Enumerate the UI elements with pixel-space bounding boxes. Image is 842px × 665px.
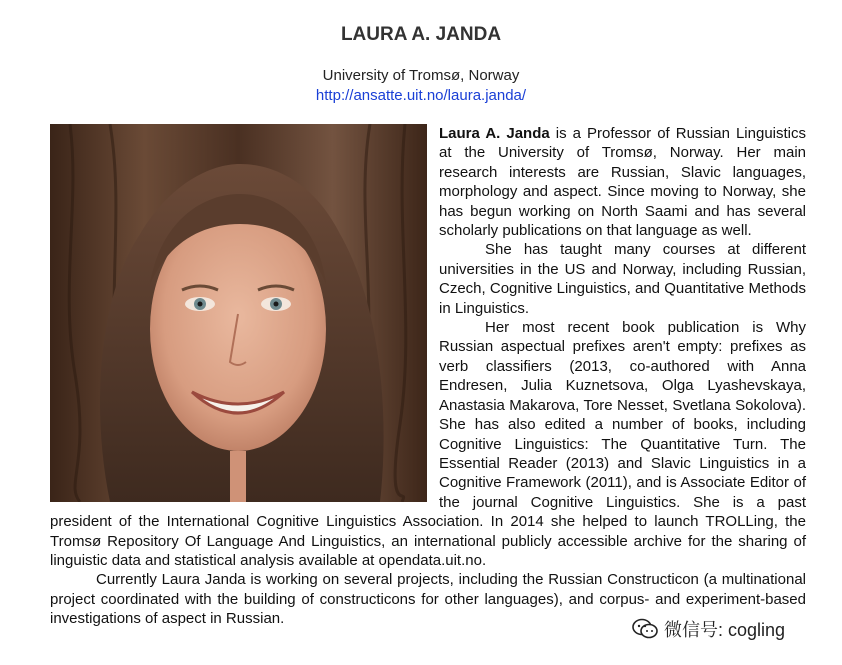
bio-paragraph-3: Her most recent book publication is Why Russian aspectual prefixes aren't empty: prefixes as verb classifiers (2013, co-authored with Anna Endresen, Julia Kuznetsova, Olga Lyashevskaya, Anastasia Makarova, Tore Nesset, Svetlana Sokolova). She has also edited a number of books, including Cognitive Linguistics: The Quantitative Turn. The Essential Reader (2013) and Slavic Linguistics in a Cognitive Framework (2011), and is Associate Editor of the journal Cognitive Linguistics. She is a past president of the International Cognitive Linguistics Association. In 2014 she helped to launch TROLLing, the Tromsø Repository Of Language And Linguistics, an international publicly accessible archive for the sharing of linguistic data and statistical analysis available at opendata.uit.no. [50, 319, 806, 569]
bio-paragraph-2: She has taught many courses at different universities in the US and Norway, including Russian, Czech, Cognitive Linguistics, and Quantitative Methods in Linguistics. [439, 241, 806, 317]
bio-paragraph-4: Currently Laura Janda is working on several projects, including the Russian Constructicon (a multinational project coordinated with the building of constructicons for other languages), and corpus- and experiment-based investigations of aspect in Russian. [50, 571, 806, 628]
bio-name: Laura A. Janda [439, 125, 550, 142]
affiliation-text: University of Tromsø, Norway [322, 67, 520, 84]
wechat-icon [632, 618, 658, 640]
biography [50, 124, 806, 629]
affiliation-block [0, 66, 842, 106]
bio-p1-text: is a Professor of Russian Linguistics at the University of Tromsø, Norway. Her main research interests are Russian, Slavic languages, morphology and aspect. Since moving to Norway, she has begun working on North Saami and has several scholarly publications on that language as well. [439, 125, 807, 240]
page-title: LAURA A. JANDA [340, 24, 502, 45]
watermark [632, 616, 785, 642]
watermark-text: 微信号: cogling [664, 620, 786, 640]
portrait-photo [50, 124, 427, 502]
profile-link[interactable]: http://ansatte.uit.no/laura.janda/ [315, 87, 527, 104]
